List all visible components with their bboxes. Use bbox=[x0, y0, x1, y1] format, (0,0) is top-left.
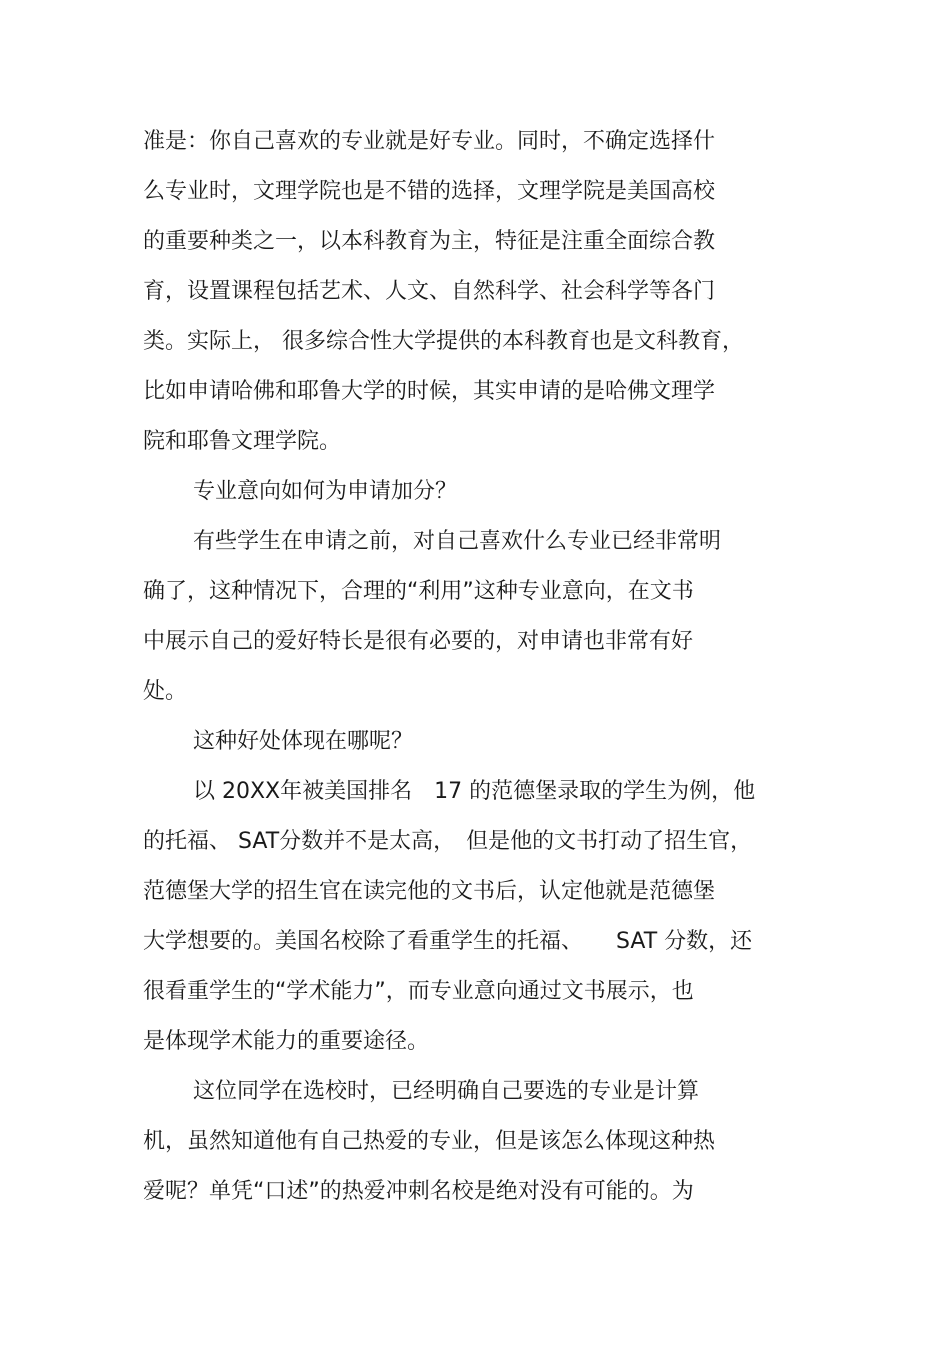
body-text-line: 确了，这种情况下，合理的“利用”这种专业意向，在文书 bbox=[143, 579, 694, 604]
body-text-line: 准是：你自己喜欢的专业就是好专业。同时，不确定选择什 bbox=[143, 129, 716, 154]
body-text-line: 院和耶鲁文理学院。 bbox=[143, 429, 342, 454]
body-text-line: 的重要种类之一，以本科教育为主，特征是注重全面综合教 bbox=[143, 229, 716, 254]
body-text-line: 的托福、 SAT分数并不是太高， 但是他的文书打动了招生官， bbox=[143, 829, 753, 854]
body-text-line: 范德堡大学的招生官在读完他的文书后，认定他就是范德堡 bbox=[143, 879, 716, 904]
body-text-line: 么专业时，文理学院也是不错的选择，文理学院是美国高校 bbox=[143, 179, 716, 204]
body-text-line: 处。 bbox=[143, 679, 188, 704]
body-text-line: 有些学生在申请之前，对自己喜欢什么专业已经非常明 bbox=[193, 529, 722, 554]
body-text-line: 比如申请哈佛和耶鲁大学的时候，其实申请的是哈佛文理学 bbox=[143, 379, 716, 404]
body-text-line: 很看重学生的“学术能力”，而专业意向通过文书展示，也 bbox=[143, 979, 694, 1004]
body-text-line: 爱呢？单凭“口述”的热爱冲刺名校是绝对没有可能的。为 bbox=[143, 1179, 694, 1204]
body-text-line: 是体现学术能力的重要途径。 bbox=[143, 1029, 430, 1054]
body-text-line: 类。实际上， 很多综合性大学提供的本科教育也是文科教育， bbox=[143, 329, 744, 354]
section-heading: 这种好处体现在哪呢？ bbox=[193, 729, 414, 754]
body-text-line: 机，虽然知道他有自己热爱的专业，但是该怎么体现这种热 bbox=[143, 1129, 716, 1154]
body-text-line: 以 20XX年被美国排名 17 的范德堡录取的学生为例，他 bbox=[193, 779, 756, 804]
body-text-line: 这位同学在选校时，已经明确自己要选的专业是计算 bbox=[193, 1079, 700, 1104]
body-text-line: 大学想要的。美国名校除了看重学生的托福、 SAT 分数，还 bbox=[143, 929, 753, 954]
body-text-line: 中展示自己的爱好特长是很有必要的，对申请也非常有好 bbox=[143, 629, 694, 654]
body-text-line: 育，设置课程包括艺术、人文、自然科学、社会科学等各门 bbox=[143, 279, 716, 304]
section-heading: 专业意向如何为申请加分？ bbox=[193, 479, 458, 504]
